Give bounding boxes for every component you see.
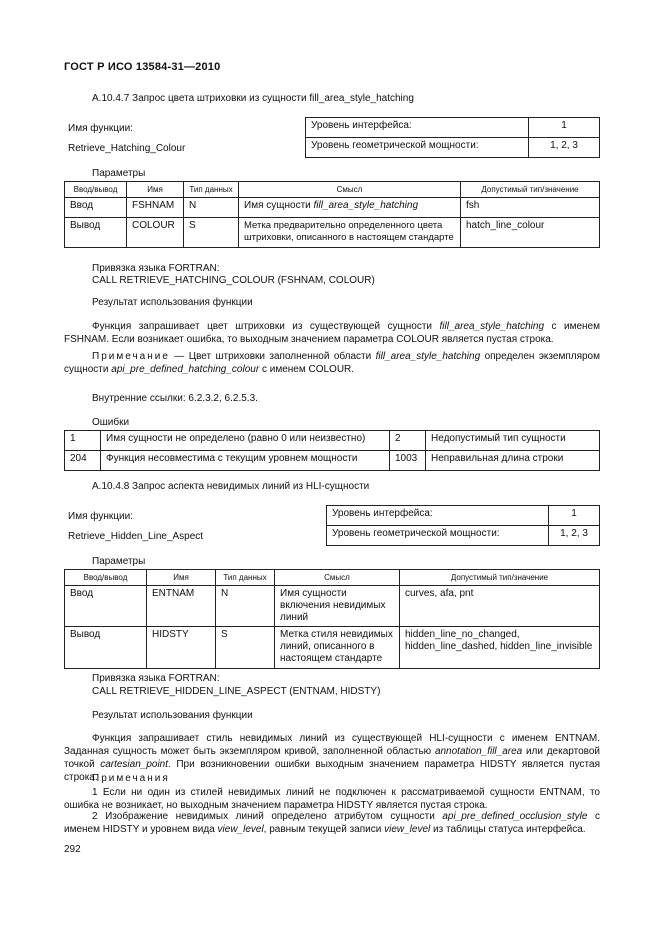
function-label: Имя функции: <box>68 123 133 134</box>
cell-type: N <box>184 198 239 218</box>
note-text: из таблицы статуса интерфейса. <box>430 824 586 835</box>
meaning-text: Имя сущности <box>244 200 314 211</box>
desc-entity: cartesian_point <box>100 759 169 770</box>
info-label: Уровень интерфейса: <box>306 118 529 138</box>
cell-value: fsh <box>461 198 600 218</box>
error-code: 1 <box>65 431 101 451</box>
params-label: Параметры <box>92 556 146 567</box>
column-header: Смысл <box>275 570 400 586</box>
note-entity: view_level <box>384 824 431 835</box>
cell-io: Вывод <box>65 218 127 248</box>
params-label: Параметры <box>92 168 146 179</box>
error-code: 1003 <box>390 451 426 471</box>
function-name: Retrieve_Hatching_Colour <box>68 143 186 154</box>
desc-text: Функция запрашивает цвет штриховки из существующей сущности <box>92 321 440 332</box>
function-name: Retrieve_Hidden_Line_Aspect <box>68 531 204 542</box>
note-text: , равным текущей записи <box>263 824 385 835</box>
function-description <box>64 320 600 346</box>
cell-value: curves, afa, pnt <box>400 586 600 627</box>
note-label: Примечание <box>92 351 170 362</box>
note-text: с именем COLOUR. <box>259 364 355 375</box>
fortran-call: CALL RETRIEVE_HIDDEN_LINE_ASPECT (ENTNAM, HIDSTY) <box>92 686 381 697</box>
info-label: Уровень геометрической мощности: <box>327 526 549 546</box>
cell-name: HIDSTY <box>147 627 216 669</box>
note-2 <box>64 810 600 836</box>
meaning-entity: fill_area_style_hatching <box>313 200 419 211</box>
error-code: 204 <box>65 451 101 471</box>
note-1: 1 Если ни один из стилей невидимых линий не подключен к рассматриваемой сущности ENTNAM, то ошибка не возникает, но выходным значением параметра HIDSTY является пустая строка. <box>64 787 600 811</box>
note <box>64 350 600 376</box>
function-info-table <box>326 505 600 546</box>
fortran-label: Привязка языка FORTRAN: <box>92 263 220 274</box>
column-header: Имя <box>127 182 184 198</box>
section-title-a10-4-7: A.10.4.7 Запрос цвета штриховки из сущности fill_area_style_hatching <box>92 93 414 104</box>
cell-name: COLOUR <box>127 218 184 248</box>
info-value: 1, 2, 3 <box>549 526 600 546</box>
note-entity: fill_area_style_hatching <box>375 351 481 362</box>
result-label: Результат использования функции <box>92 710 253 721</box>
column-header: Смысл <box>239 182 461 198</box>
error-text: Неправильная длина строки <box>426 451 600 471</box>
info-value: 1 <box>529 118 600 138</box>
cell-name: ENTNAM <box>147 586 216 627</box>
result-label: Результат использования функции <box>92 297 253 308</box>
cell-type: S <box>184 218 239 248</box>
error-text: Имя сущности не определено (равно 0 или неизвестно) <box>101 431 390 451</box>
params-table <box>64 181 600 248</box>
fortran-label: Привязка языка FORTRAN: <box>92 673 220 684</box>
internal-references: Внутренние ссылки: 6.2.3.2, 6.2.5.3. <box>92 393 258 404</box>
cell-io: Ввод <box>65 198 127 218</box>
cell-meaning: Метка предварительно определенного цвета штриховки, описанного в настоящем стандарте <box>239 218 461 248</box>
column-header: Ввод/вывод <box>65 570 147 586</box>
note-entity: api_pre_defined_hatching_colour <box>111 364 260 375</box>
cell-meaning: Метка стиля невидимых линий, описанного в настоящем стандарте <box>275 627 400 669</box>
info-label: Уровень геометрической мощности: <box>306 138 529 158</box>
column-header: Ввод/вывод <box>65 182 127 198</box>
cell-meaning <box>239 198 461 218</box>
note-text: 2 Изображение невидимых линий определено атрибутом сущности <box>92 811 443 822</box>
cell-io: Ввод <box>65 586 147 627</box>
note-text: определен экземпляром сущности <box>64 351 600 375</box>
desc-text: или декартовой точкой <box>64 746 600 770</box>
cell-meaning: Имя сущности включения невидимых линий <box>275 586 400 627</box>
cell-type: N <box>216 586 275 627</box>
errors-table <box>64 430 600 471</box>
cell-name: FSHNAM <box>127 198 184 218</box>
errors-label: Ошибки <box>92 417 130 428</box>
desc-text: с именем FSHNAM. Если возникает ошибка, то выходным значением параметра COLOUR является пустая строка. <box>64 321 600 345</box>
cell-value: hatch_line_colour <box>461 218 600 248</box>
desc-text: . При возникновении ошибки выходным значением параметра HIDSTY является пустая строка. <box>64 759 601 783</box>
info-value: 1 <box>549 506 600 526</box>
note-entity: api_pre_defined_occlusion_style <box>442 811 588 822</box>
info-label: Уровень интерфейса: <box>327 506 549 526</box>
desc-entity: fill_area_style_hatching <box>439 321 545 332</box>
note-text: с именем HIDSTY и уровнем вида <box>64 811 600 835</box>
column-header: Тип данных <box>216 570 275 586</box>
column-header: Имя <box>147 570 216 586</box>
fortran-call: CALL RETRIEVE_HATCHING_COLOUR (FSHNAM, COLOUR) <box>92 275 375 286</box>
note-text: — Цвет штриховки заполненной области <box>169 351 376 362</box>
info-value: 1, 2, 3 <box>529 138 600 158</box>
cell-value: hidden_line_no_changed, hidden_line_dashed, hidden_line_invisible <box>400 627 600 669</box>
function-label: Имя функции: <box>68 511 133 522</box>
page-number: 292 <box>64 844 81 855</box>
error-code: 2 <box>390 431 426 451</box>
cell-type: S <box>216 627 275 669</box>
column-header: Допустимый тип/значение <box>400 570 600 586</box>
column-header: Тип данных <box>184 182 239 198</box>
notes-label: Примечания <box>92 773 170 784</box>
cell-io: Вывод <box>65 627 147 669</box>
desc-entity: annotation_fill_area <box>434 746 523 757</box>
desc-text: Функция запрашивает стиль невидимых линий из существующей HLI-сущности с именем ENTNAM. Заданная сущность может быть экземпляром кривой, заполненной областью <box>64 733 600 757</box>
document-header: ГОСТ Р ИСО 13584-31—2010 <box>64 61 221 73</box>
column-header: Допустимый тип/значение <box>461 182 600 198</box>
error-text: Недопустимый тип сущности <box>426 431 600 451</box>
function-info-table <box>305 117 600 158</box>
error-text: Функция несовместима с текущим уровнем мощности <box>101 451 390 471</box>
section-title-a10-4-8: A.10.4.8 Запрос аспекта невидимых линий из HLI-сущности <box>92 481 370 492</box>
params-table <box>64 569 600 669</box>
note-entity: view_level <box>217 824 264 835</box>
